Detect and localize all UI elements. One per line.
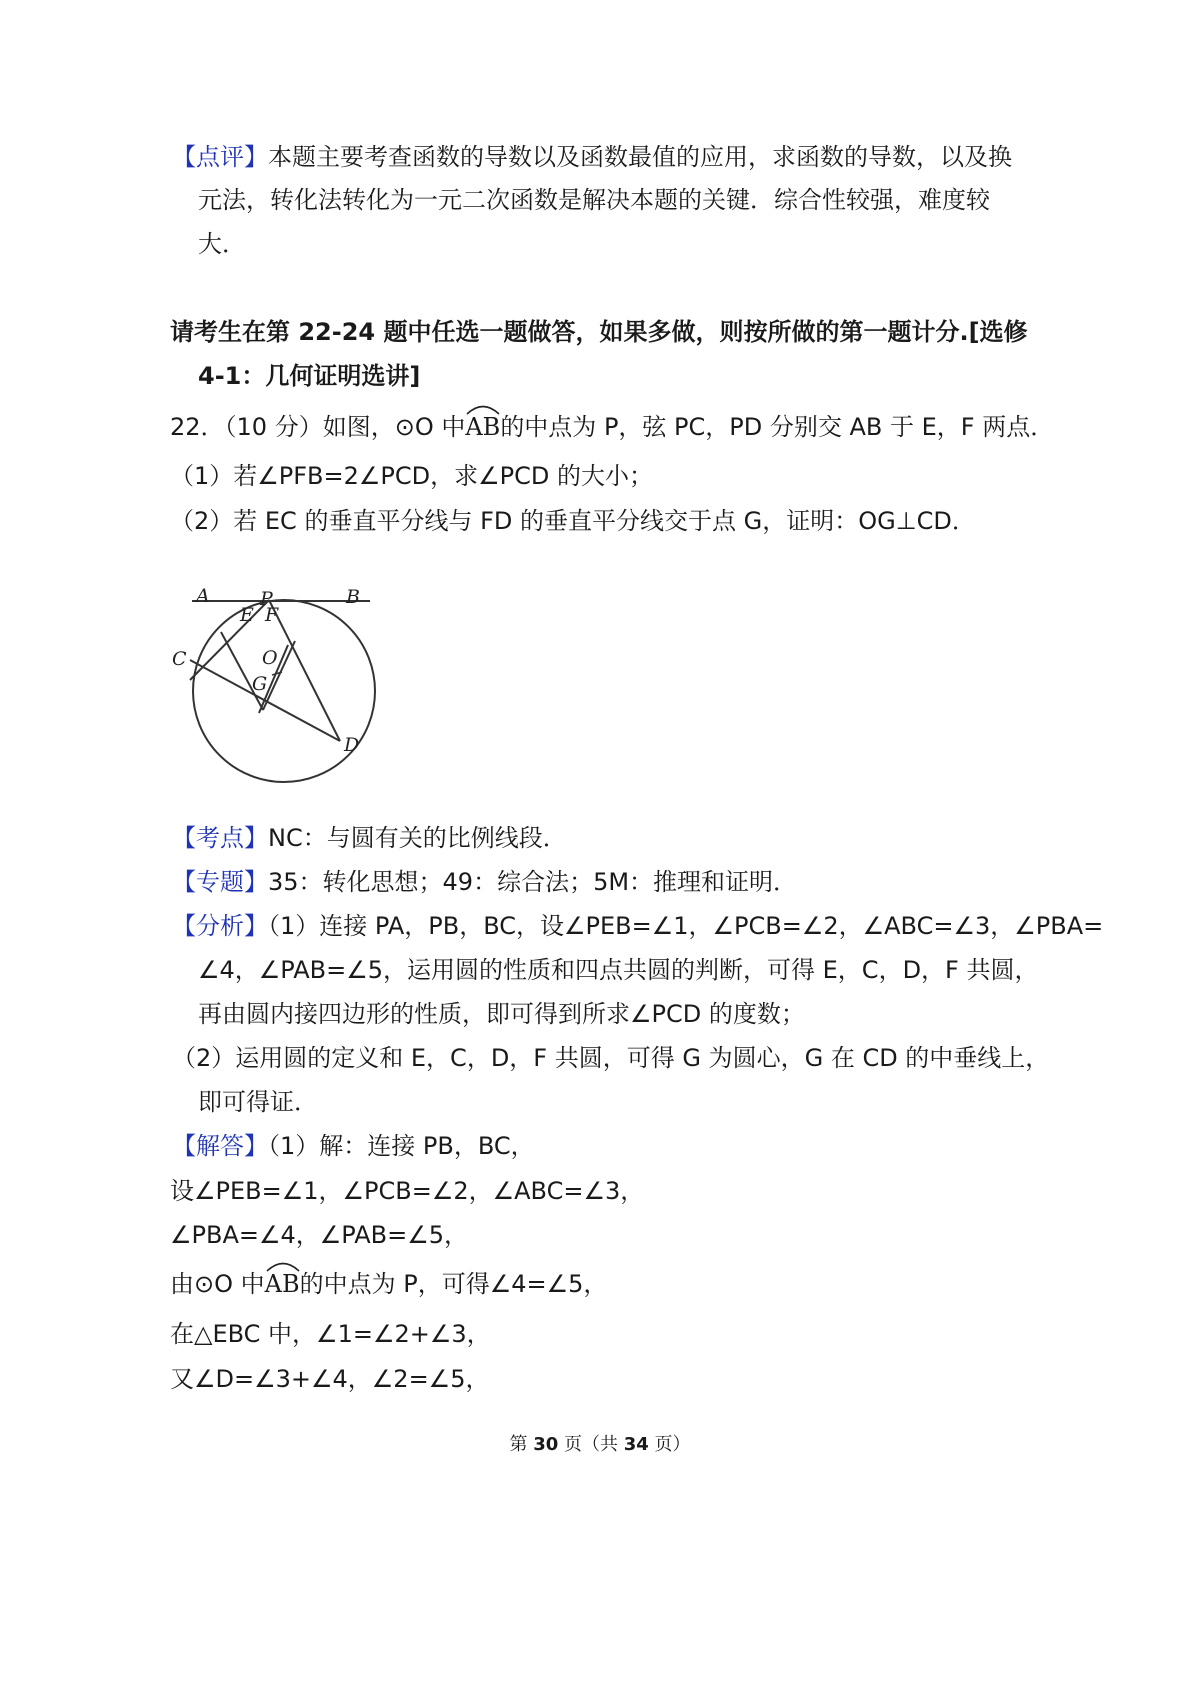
jieda-text-1: （1）解：连接 PB，BC，	[268, 1132, 535, 1160]
jieda-line-3: ∠PBA=∠4，∠PAB=∠5，	[170, 1221, 468, 1249]
arc-mark-icon	[465, 401, 501, 415]
fenxi-line-5: 即可得证．	[198, 1088, 318, 1116]
jieda-line-5: 在△EBC 中，∠1=∠2+∠3，	[170, 1320, 491, 1348]
page-number: 30	[533, 1434, 559, 1455]
footer-middle: 页（共	[558, 1434, 624, 1455]
jieda-line-1	[172, 1130, 535, 1162]
page-total: 34	[623, 1434, 649, 1455]
fenxi-tag: 【分析】	[172, 912, 268, 940]
review-tag: 【点评】	[172, 143, 268, 171]
fenxi-line-3: 再由圆内接四边形的性质，即可得到所求∠PCD 的度数；	[198, 1000, 805, 1028]
problem-stem-b: 的中点为 P，弦 PC，PD 分别交 AB 于 E，F 两点．	[500, 413, 1055, 441]
review-line-2: 元法，转化法转化为一元二次函数是解决本题的关键．综合性较强，难度较	[198, 186, 990, 214]
zhuanti-line	[172, 866, 797, 898]
jieda-line-6: 又∠D=∠3+∠4，∠2=∠5，	[170, 1365, 490, 1393]
fenxi-line-4: （2）运用圆的定义和 E，C，D，F 共圆，可得 G 为圆心，G 在 CD 的中垂线上，	[172, 1044, 1050, 1072]
label-c: C	[172, 648, 187, 670]
label-f: F	[265, 604, 279, 626]
zhuanti-text: 35：转化思想；49：综合法；5M：推理和证明．	[268, 868, 798, 896]
label-g: G	[252, 673, 268, 695]
arc-label-2: AB	[264, 1270, 300, 1298]
kaodian-text: NC：与圆有关的比例线段．	[268, 824, 567, 852]
geometry-figure	[172, 585, 390, 793]
chord-pd	[269, 600, 340, 741]
review-line-3: 大．	[198, 230, 246, 258]
fenxi-line-2: ∠4，∠PAB=∠5，运用圆的性质和四点共圆的判断，可得 E，C，D，F 共圆，	[198, 956, 1039, 984]
label-p: P	[260, 588, 273, 610]
jieda-line-2: 设∠PEB=∠1，∠PCB=∠2，∠ABC=∠3，	[170, 1177, 645, 1205]
problem-part-2: （2）若 EC 的垂直平分线与 FD 的垂直平分线交于点 G，证明：OG⊥CD．	[170, 507, 976, 535]
problem-stem-a: 22．（10 分）如图，⊙O 中	[170, 413, 466, 441]
fenxi-text-1: （1）连接 PA，PB，BC，设∠PEB=∠1，∠PCB=∠2，∠ABC=∠3，∠PBA=	[268, 912, 1104, 940]
review-text-1: 本题主要考查函数的导数以及函数最值的应用，求函数的导数，以及换	[268, 143, 1012, 171]
footer-suffix: 页）	[648, 1434, 691, 1455]
kaodian-line	[172, 822, 567, 854]
jieda-line-4a: 由⊙O 中	[170, 1270, 265, 1298]
kaodian-tag: 【考点】	[172, 824, 268, 852]
problem-part-1: （1）若∠PFB=2∠PCD，求∠PCD 的大小；	[170, 462, 653, 490]
label-b: B	[346, 586, 360, 608]
perp-bisector-ec	[221, 632, 263, 710]
arc-label: AB	[465, 413, 501, 441]
review-line-1	[172, 141, 1012, 173]
chord-pc	[190, 600, 269, 680]
footer-prefix: 第	[509, 1434, 534, 1455]
label-d: D	[344, 734, 360, 756]
jieda-line-4b: 的中点为 P，可得∠4=∠5，	[299, 1270, 608, 1298]
problem-stem	[170, 411, 1054, 443]
jieda-line-4	[170, 1268, 607, 1300]
fenxi-line-1	[172, 910, 1103, 942]
arc-mark-icon	[265, 1258, 301, 1272]
arc-ab-2	[265, 1268, 300, 1300]
arc-ab	[465, 411, 500, 443]
label-o: O	[262, 647, 278, 669]
label-a: A	[196, 585, 210, 607]
instruction-line-1: 请考生在第 22-24 题中任选一题做答，如果多做，则按所做的第一题计分.[选修	[170, 318, 1028, 346]
page-footer	[0, 1430, 1200, 1456]
instruction-line-2: 4-1：几何证明选讲]	[198, 362, 421, 390]
jieda-tag: 【解答】	[172, 1132, 268, 1160]
label-e: E	[240, 604, 254, 626]
zhuanti-tag: 【专题】	[172, 868, 268, 896]
